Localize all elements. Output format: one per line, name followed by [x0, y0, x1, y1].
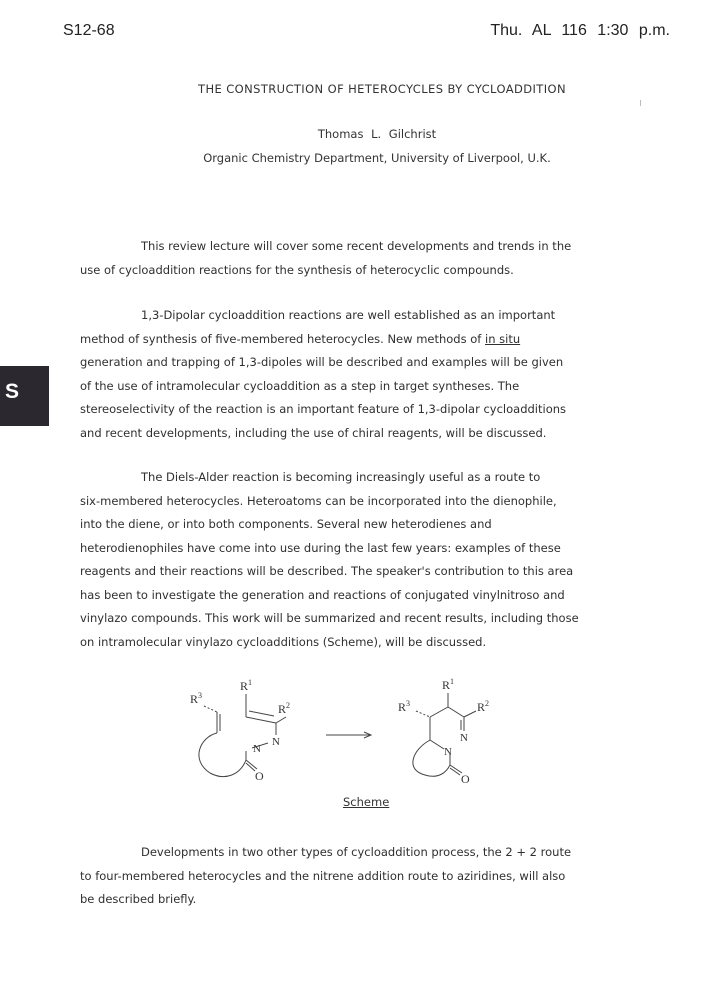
wavy-bond — [204, 706, 217, 712]
scan-speck — [640, 100, 641, 106]
n-label: N — [272, 736, 280, 748]
session-info: Thu. AL 116 1:30 p.m. — [490, 22, 670, 39]
paragraph-diels-alder — [80, 466, 650, 654]
r3-label: $R^3$ — [190, 691, 203, 706]
paragraph-line: heterodienophiles have come into use during the last few years: examples of these — [80, 540, 561, 555]
n-label: N — [444, 746, 452, 758]
product-labels — [398, 677, 489, 785]
document-code: S12-68 — [63, 22, 115, 39]
paragraph-line: use of cycloaddition reactions for the synthesis of heterocyclic compounds. — [80, 262, 514, 277]
paragraph-line: This review lecture will cover some recent developments and trends in the — [141, 239, 572, 253]
paragraph-line: stereoselectivity of the reaction is an important feature of 1,3-dipolar cycloadditions — [80, 402, 567, 416]
bond — [448, 707, 464, 717]
tether-chain — [199, 733, 246, 777]
double-bond — [249, 711, 274, 716]
scheme-caption: Scheme — [343, 795, 390, 809]
bond — [430, 740, 444, 749]
n-label: N — [460, 732, 468, 744]
paragraph-line — [80, 328, 650, 352]
in-situ-emphasis: in situ — [485, 331, 521, 346]
r2-label: $R^2$ — [477, 699, 490, 714]
double-bond — [450, 768, 460, 775]
bond — [276, 717, 286, 723]
reaction-scheme — [180, 665, 520, 785]
bond — [246, 717, 276, 723]
r2-label: $R^2$ — [278, 701, 291, 716]
paragraph-line: six-membered heterocycles. Heteroatoms can be incorporated into the dienophile, — [80, 493, 557, 508]
reaction-arrow — [326, 732, 371, 738]
paragraph-intro — [80, 235, 650, 282]
document-title: THE CONSTRUCTION OF HETEROCYCLES BY CYCLOADDITION — [198, 82, 566, 96]
paragraph-line-text: method of synthesis of five-membered heterocycles. New methods of — [80, 331, 485, 346]
hashed-bond — [416, 711, 430, 717]
paragraph-line: reagents and their reactions will be described. The speaker's contribution to this area — [80, 564, 574, 578]
author-affiliation: Organic Chemistry Department, University of Liverpool, U.K. — [203, 151, 551, 165]
bond — [430, 707, 448, 717]
paragraph-line: on intramolecular vinylazo cycloadditions (Scheme), will be discussed. — [80, 634, 487, 649]
section-tab — [0, 366, 49, 426]
o-label: O — [461, 772, 470, 785]
paragraph-line: 1,3-Dipolar cycloaddition reactions are well established as an important — [141, 308, 556, 322]
paragraph-line: into the diene, or into both components. Several new heterodienes and — [80, 517, 492, 531]
paragraph-line: has been to investigate the generation and reactions of conjugated vinylnitroso and — [80, 587, 565, 602]
paragraph-line: The Diels-Alder reaction is becoming increasingly useful as a route to — [141, 470, 541, 484]
paragraph-line: Developments in two other types of cycloaddition process, the 2 + 2 route — [141, 845, 572, 859]
paragraph-line: generation and trapping of 1,3-dipoles will be described and examples will be given — [80, 355, 564, 369]
r1-label: $R^1$ — [240, 678, 253, 693]
paragraph-line: be described briefly. — [80, 892, 197, 906]
n-label: N — [253, 743, 261, 755]
r3-label: $R^3$ — [398, 699, 411, 714]
paragraph-line: of the use of intramolecular cycloaddition as a step in target syntheses. The — [80, 378, 520, 393]
paragraph-line: to four-membered heterocycles and the nitrene addition route to aziridines, will also — [80, 868, 566, 883]
reactant-labels — [190, 678, 290, 783]
o-label: O — [255, 769, 264, 783]
section-tab-letter: S — [5, 380, 20, 403]
paragraph-dipolar — [80, 304, 650, 445]
bond — [464, 711, 476, 717]
paragraph-line: and recent developments, including the use of chiral reagents, will be discussed. — [80, 425, 547, 440]
paragraph-line: vinylazo compounds. This work will be summarized and recent results, including those — [80, 611, 579, 625]
r1-label: $R^1$ — [442, 677, 455, 692]
paragraph-other-cycloadditions — [80, 841, 650, 912]
author-name: Thomas L. Gilchrist — [317, 127, 437, 141]
